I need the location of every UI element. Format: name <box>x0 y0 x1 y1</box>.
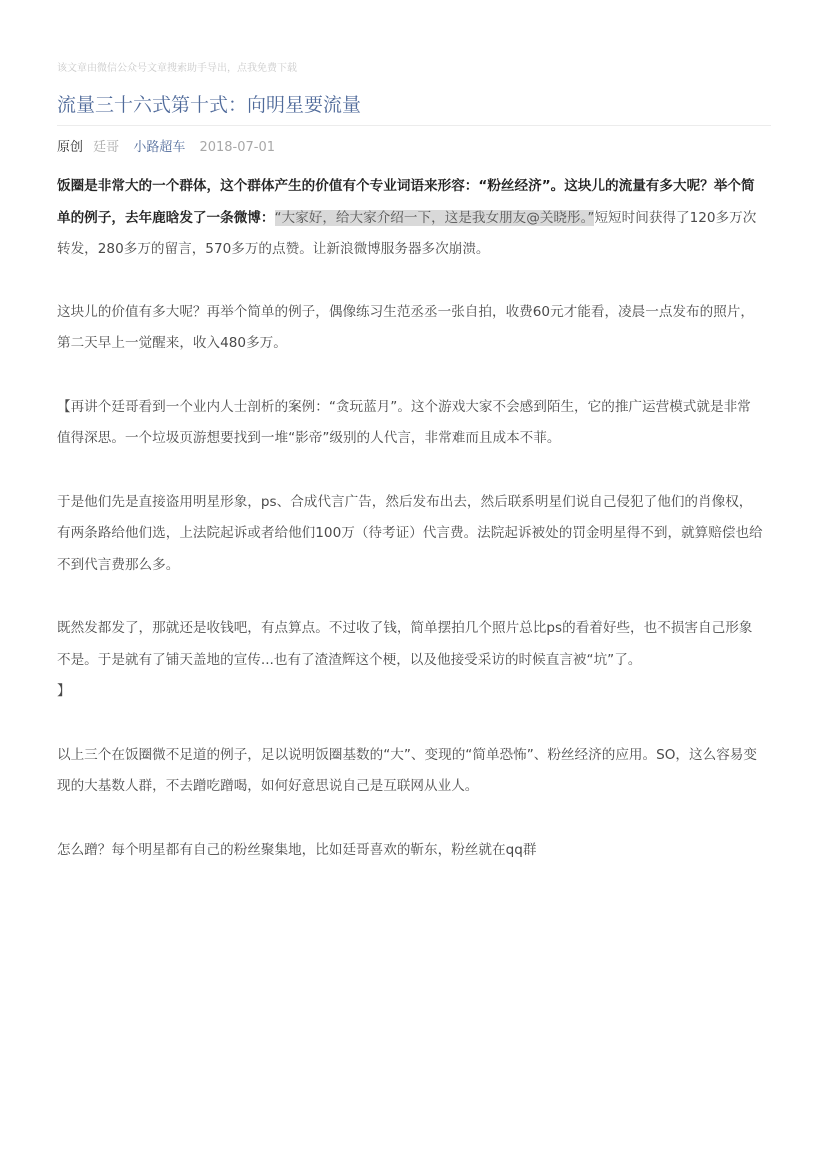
closing-bracket: 】 <box>57 683 71 699</box>
quote-highlight: “大家好，给大家介绍一下，这是我女朋友@关晓彤。” <box>274 209 595 226</box>
paragraph-5-text: 既然发都发了，那就还是收钱吧，有点算点。不过收了钱，简单摆拍几个照片总比ps的看着好些，也不损害自己形象不是。于是就有了铺天盖地的宣传...也有了渣渣辉这个梗，以及他接受采访的时候直言被“坑”了。 <box>57 620 753 668</box>
paragraph-1 <box>57 171 763 266</box>
publish-date: 2018-07-01 <box>199 140 276 155</box>
paragraph-5 <box>57 613 763 708</box>
paragraph-1-lead: 饭圈是非常大的一个群体，这个群体产生的价值有个专业词语来形容：“粉丝经济”。这块儿的流量有多大呢？举个简单的例子，去年鹿晗发了一条微博： <box>57 178 755 226</box>
paragraph-4: 于是他们先是直接盗用明星形象，ps、合成代言广告，然后发布出去，然后联系明星们说自己侵犯了他们的肖像权，有两条路给他们选，上法院起诉或者给他们100万（待考证）代言费。法院起诉被处的罚金明星得不到，就算赔偿也给不到代言费那么多。 <box>57 493 763 573</box>
paragraph-3: 【再讲个廷哥看到一个业内人士剖析的案例：“贪玩蓝月”。这个游戏大家不会感到陌生，它的推广运营模式就是非常值得深思。一个垃圾页游想要找到一堆“影帝”级别的人代言，非常难而且成本不菲。 <box>57 398 751 446</box>
account-link[interactable]: 小路超车 <box>133 140 186 155</box>
author-name: 廷哥 <box>93 140 120 155</box>
article-meta <box>57 139 275 157</box>
export-notice-link[interactable]: 该文章由微信公众号文章搜索助手导出，点我免费下载 <box>57 63 297 74</box>
paragraph-2: 这块儿的价值有多大呢？再举个简单的例子，偶像练习生范丞丞一张自拍，收费60元才能看，凌晨一点发布的照片，第二天早上一觉醒来，收入480多万。 <box>57 303 754 351</box>
article-body <box>57 171 763 898</box>
paragraph-7: 怎么蹭？每个明星都有自己的粉丝聚集地，比如廷哥喜欢的靳东，粉丝就在qq群 <box>57 841 537 858</box>
original-badge: 原创 <box>57 140 84 155</box>
paragraph-1-rest: 短短时间获得了120多万次转发，280多万的留言，570多万的点赞。让新浪微博服务器多次崩溃。 <box>57 209 757 257</box>
paragraph-6: 以上三个在饭圈微不足道的例子，足以说明饭圈基数的“大”、变现的“简单恐怖”、粉丝经济的应用。SO，这么容易变现的大基数人群，不去蹭吃蹭喝，如何好意思说自己是互联网从业人。 <box>57 746 757 794</box>
article-title: 流量三十六式第十式：向明星要流量 <box>57 94 362 116</box>
title-divider <box>57 125 771 126</box>
